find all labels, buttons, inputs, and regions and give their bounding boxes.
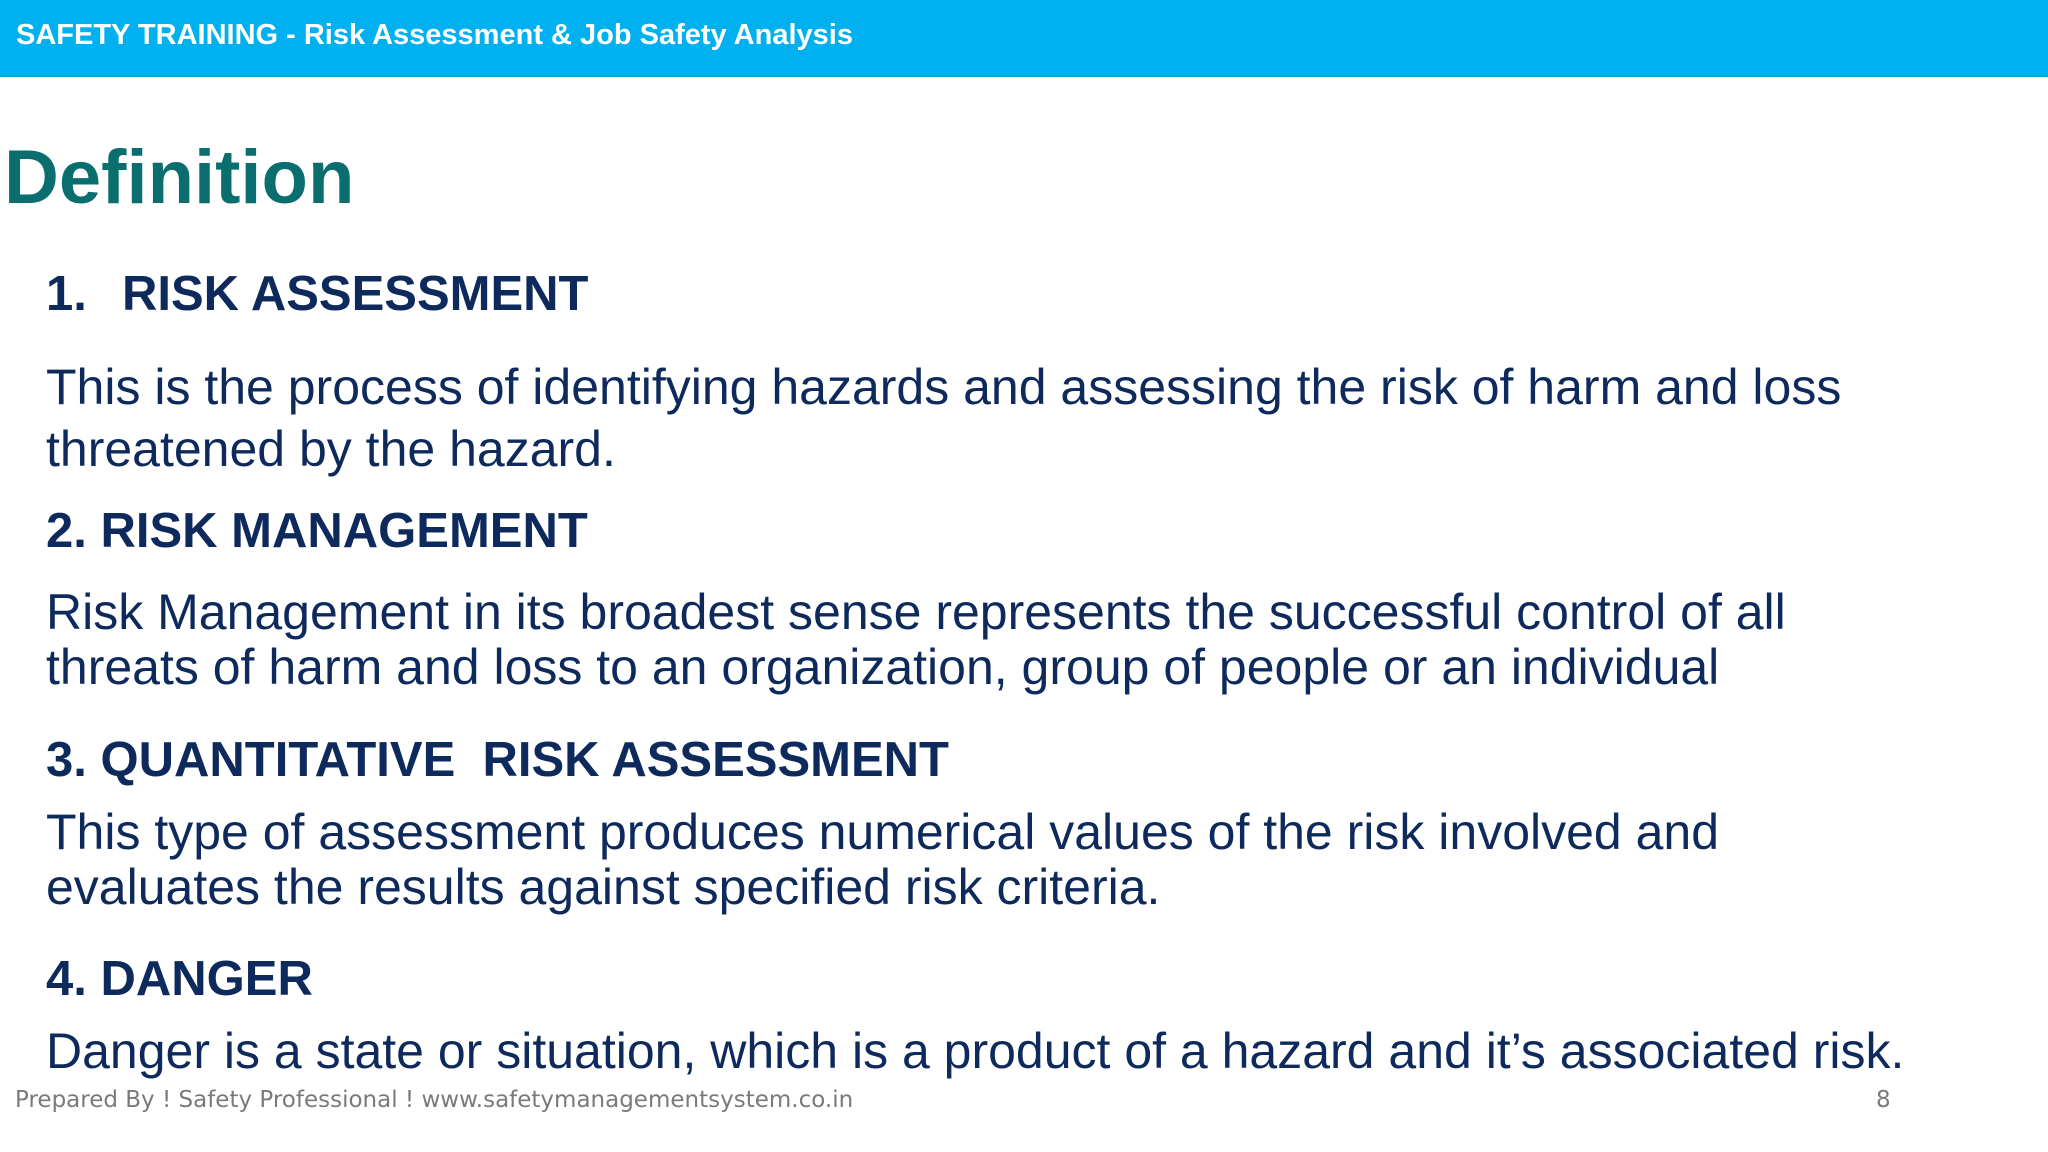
section-body-risk-management: [46, 585, 2026, 695]
section-body-quantitative-risk-assessment: [46, 805, 2026, 915]
page-number: 8: [1876, 1087, 1891, 1113]
banner-title: SAFETY TRAINING - Risk Assessment & Job Safety Analysis: [16, 19, 853, 51]
body-line: evaluates the results against specified risk criteria.: [46, 859, 1161, 915]
section-number: 4.: [46, 952, 87, 1006]
footer-prepared-by: Prepared By ! Safety Professional ! www.safetymanagementsystem.co.in: [15, 1087, 854, 1113]
section-heading-text: RISK MANAGEMENT: [100, 504, 588, 558]
section-heading-text: QUANTITATIVE RISK ASSESSMENT: [100, 733, 949, 787]
body-line: threatened by the hazard.: [46, 421, 616, 477]
section-body-danger: [46, 1023, 2026, 1079]
body-line: Risk Management in its broadest sense represents the successful control of all: [46, 584, 1786, 640]
page-title: Definition: [4, 135, 355, 220]
section-heading-risk-management: [46, 504, 588, 558]
body-line: Danger is a state or situation, which is a product of a hazard and it’s associated risk.: [46, 1023, 1905, 1079]
section-heading-quantitative-risk-assessment: [46, 733, 949, 787]
body-line: This is the process of identifying hazards and assessing the risk of harm and loss: [46, 359, 1842, 415]
section-number: 3.: [46, 733, 87, 787]
body-line: This type of assessment produces numerical values of the risk involved and: [46, 804, 1720, 860]
section-number: 1.: [46, 267, 87, 321]
section-body-risk-assessment: [46, 356, 2026, 480]
section-number: 2.: [46, 504, 87, 558]
section-heading-risk-assessment: [46, 267, 589, 321]
body-line: threats of harm and loss to an organization, group of people or an individual: [46, 639, 1720, 695]
section-heading-text: RISK ASSESSMENT: [122, 267, 589, 321]
top-banner: [0, 0, 2048, 77]
section-heading-text: DANGER: [100, 952, 313, 1006]
section-heading-danger: [46, 952, 313, 1006]
